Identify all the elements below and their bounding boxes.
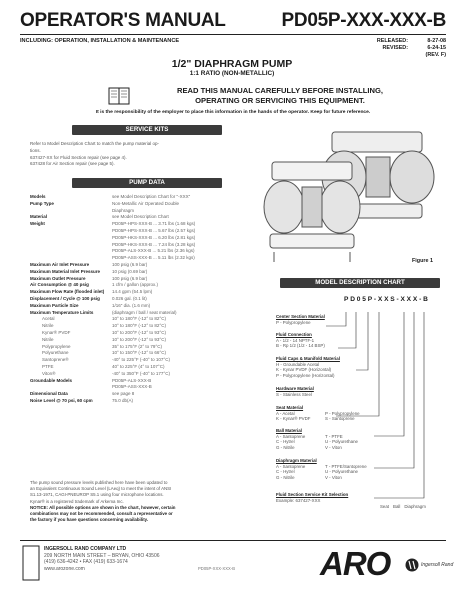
notice-line: the factory if you have questions concerning availability. <box>30 517 149 523</box>
ingersoll-rand-text: Ingersoll Rand <box>421 562 454 568</box>
pump-data-value: 40° to 225°F (4° to 107°C) <box>112 363 165 369</box>
pump-data-key: Air Consumption @ 40 psig <box>30 282 89 288</box>
pump-data-row <box>30 201 260 208</box>
pump-data-value: 10° to 200°F (-12° to 93°C) <box>112 329 166 335</box>
pump-data-key: Santoprene® <box>42 357 69 363</box>
pump-data-key <box>30 228 112 235</box>
address-line: 209 NORTH MAIN STREET – BRYAN, OHIO 43506 <box>44 552 160 559</box>
group-item: Seat <box>380 504 390 509</box>
pump-data-table <box>30 194 260 405</box>
pump-data-row <box>30 208 260 215</box>
doc-code: PD05P-XXX-XXX-B <box>198 566 236 571</box>
group-item: H - Groundable Acetal <box>276 361 320 367</box>
pump-data-key: Nitrile <box>42 336 54 342</box>
pump-data-key: Weight <box>30 221 45 227</box>
group-item: B - Rp 1/2 (1/2 - 14 BSP) <box>276 343 325 349</box>
part-number: PD05P-XXX-XXX-B <box>281 10 446 31</box>
pump-data-row <box>30 316 260 323</box>
group-item: K - Kynar PVDF (Horizontal) <box>276 367 332 373</box>
group-item: U - Polyurethane <box>325 439 358 445</box>
chart-group-fluid-caps <box>276 356 386 378</box>
pump-data-row <box>30 276 260 283</box>
pump-data-row <box>30 398 260 405</box>
pump-data-key: PTFE <box>42 363 54 369</box>
pump-data-value: Diaphragm <box>112 207 135 213</box>
kits-line: 637427-XX for Fluid Section repair (see page 4). <box>30 154 127 160</box>
pump-data-value: see page 8 <box>112 391 135 397</box>
pump-data-key <box>30 235 112 242</box>
pump-data-key: Nitrile <box>42 323 54 329</box>
group-item: A - Santoprene <box>276 463 306 469</box>
pump-data-value: PD05P-HPS-XXX-B ... 3.71 lbs (1.68 kgs) <box>112 221 196 227</box>
pump-data-row <box>30 269 260 276</box>
group-item: T - PTFE/Santoprene <box>325 463 367 469</box>
pump-data-key <box>30 208 112 215</box>
pump-data-row <box>30 289 260 296</box>
group-item: C - Hytrel <box>276 469 295 475</box>
pump-data-value: PD05P-HPS-XXX-B ... 5.67 lbs (2.57 kgs) <box>112 227 196 233</box>
includes-line: INCLUDING: OPERATION, INSTALLATION & MAINTENANCE <box>20 38 180 44</box>
pump-data-key: Models <box>30 194 46 199</box>
pump-data-value: PD05P-HKS-XXX-B ... 6.20 lbs (2.81 kgs) <box>112 234 196 240</box>
notice-line: combinations may not be recommended, consult a representative or <box>30 511 173 517</box>
group-item: U - Polyurethane <box>325 469 358 475</box>
release-info <box>372 38 446 60</box>
model-chart-heading: MODEL DESCRIPTION CHART <box>280 278 440 288</box>
pump-data-value: PD05P-ALS-XXX-B ... 5.21 lbs (2.36 kgs) <box>112 248 195 254</box>
pump-data-value: see Model Description Chart for "-XXX" <box>112 194 191 199</box>
pump-data-value: 0.026 gal. (0.1 lit) <box>112 295 147 301</box>
pump-data-value: 10 psig (0.69 bar) <box>112 268 148 274</box>
warning-line-2: OPERATING OR SERVICING THIS EQUIPMENT. <box>195 96 365 105</box>
released-value: 8-27-08 <box>427 38 446 44</box>
group-title: Fluid Caps & Manifold Material <box>276 356 340 361</box>
chart-group-center <box>276 314 386 325</box>
group-item: S - Stainless Steel <box>276 391 312 397</box>
group-item: V - Viton <box>325 444 342 450</box>
note-line: The pump sound pressure levels published here have been updated to <box>30 480 168 485</box>
group-title: Fluid Section Service Kit Selection <box>276 492 349 497</box>
pump-data-key: Noise Level @ 70 psi, 60 cpm <box>30 397 93 403</box>
pump-data-key: Polyurethane <box>42 350 69 356</box>
model-code: PD05P-XXS-XXX-B <box>344 296 430 303</box>
pump-data-key: Maximum Temperature Limits <box>30 309 94 315</box>
pump-data-row <box>30 357 260 364</box>
header-rule <box>20 34 446 35</box>
service-kits-text <box>30 141 240 168</box>
kits-line: tions. <box>30 147 41 153</box>
pump-data-row <box>30 330 260 337</box>
pump-data-row <box>30 262 260 269</box>
manual-book-icon <box>108 87 130 105</box>
pump-data-value: 100 psig (6.9 bar) <box>112 261 148 267</box>
pump-data-row <box>30 228 260 235</box>
chart-ball-right <box>325 434 385 451</box>
revised-value: 6-24-15 <box>427 45 446 52</box>
pump-data-value: 10° to 150°F (-12° to 66°C) <box>112 350 166 356</box>
chart-kit-right <box>380 504 426 510</box>
pump-illustration <box>262 122 446 272</box>
chart-seat-right <box>325 411 385 422</box>
pump-data-row <box>30 364 260 371</box>
employer-responsibility: It is the responsibility of the employer to place this information in the hands of the operator. Keep for future reference. <box>95 110 371 115</box>
pump-data-value: 1/16" dia. (1.6 mm) <box>112 302 151 308</box>
pump-data-value: PD05P-ALS-XXX-B <box>112 377 152 383</box>
pump-data-value: PD05P-ASS-XXX-B <box>112 384 152 390</box>
group-title: Hardware Material <box>276 386 314 391</box>
notice-line: NOTICE: All possible options are shown in the chart, however, certain <box>30 504 176 510</box>
pump-data-key: Groundable Models <box>30 377 73 383</box>
group-title: Center Section Material <box>276 314 325 319</box>
pump-data-value: Non-Metallic Air Operated Double <box>112 200 180 206</box>
group-title: Fluid Connection <box>276 332 312 337</box>
released-label: RELEASED: <box>376 38 408 44</box>
pump-data-row <box>30 391 260 398</box>
revision: (REV. F) <box>425 52 446 59</box>
pump-data-key <box>30 255 112 262</box>
notes <box>30 480 262 523</box>
group-item: Ball <box>393 504 401 509</box>
pump-data-row <box>30 378 260 385</box>
pump-data-value: 1 cfm / gallon (approx.) <box>112 282 159 288</box>
revised-label: REVISED: <box>382 45 408 52</box>
ingersoll-rand-logo-icon <box>405 558 419 572</box>
kits-line: 637428 for Air Section repair (see page 5). <box>30 161 115 167</box>
web-line: www.arozone.com <box>44 565 85 572</box>
pump-data-row <box>30 310 260 317</box>
pump-data-key: Displacement / Cycle @ 100 psig <box>30 295 100 301</box>
pump-data-key: Material <box>30 214 48 220</box>
kits-line: Refer to Model Description Chart to match the pump material op- <box>30 141 160 146</box>
pump-data-value: 10° to 180°F (-12° to 82°C) <box>112 323 166 329</box>
company-address <box>44 546 160 572</box>
pump-data-row <box>30 296 260 303</box>
pump-data-value: -40° to 350°F (-40° to 177°C) <box>112 370 170 376</box>
pump-data-value: 10° to 200°F (-12° to 93°C) <box>112 336 166 342</box>
pump-data-row <box>30 371 260 378</box>
service-kits-heading: SERVICE KITS <box>72 125 222 135</box>
pump-data-row <box>30 255 260 262</box>
pump-data-key: Maximum Outlet Pressure <box>30 275 86 281</box>
pump-data-key: Dimensional Data <box>30 391 68 397</box>
chart-group-hardware <box>276 386 386 397</box>
group-item: T - PTFE <box>325 433 343 439</box>
group-item: K - Kynar® PVDF <box>276 416 311 422</box>
pump-data-row <box>30 221 260 228</box>
read-manual-warning <box>160 86 400 106</box>
group-item: P - Polypropylene <box>276 319 311 325</box>
pump-data-value: see Model Description Chart <box>112 214 169 220</box>
group-item: S - Santoprene <box>325 416 355 422</box>
note-line: Kynar® is a registered trademark of Arkema Inc. <box>30 498 124 504</box>
pump-data-key: Pump Type <box>30 200 54 206</box>
pump-data-heading: PUMP DATA <box>72 178 222 188</box>
group-title: Seat Material <box>276 405 304 410</box>
pump-data-key: Maximum Material Inlet Pressure <box>30 268 101 274</box>
figure-label: Figure 1 <box>412 258 433 264</box>
group-item: A - Acetal <box>276 410 295 416</box>
group-item: V - Viton <box>325 474 342 480</box>
pump-title: 1/2" DIAPHRAGM PUMP <box>171 58 293 70</box>
pump-data-key: Maximum Flow Rate (flooded inlet) <box>30 289 105 295</box>
pump-data-row <box>30 282 260 289</box>
aro-logo: ARO <box>320 545 391 582</box>
group-item: P - Polypropylene (Horizontal) <box>276 372 335 378</box>
pump-data-row <box>30 323 260 330</box>
pump-data-row <box>30 337 260 344</box>
company-logo-mark <box>22 545 40 581</box>
pump-data-row <box>30 194 260 201</box>
group-item: G - Nitrile <box>276 444 295 450</box>
pump-data-value: -40° to 225°F (-40° to 107°C) <box>112 357 170 363</box>
group-title: Ball Material <box>276 428 302 433</box>
chart-diaphragm-right <box>325 464 385 481</box>
document-title: OPERATOR'S MANUAL <box>20 10 226 31</box>
pump-data-value: PD05P-ASS-XXX-B ... 5.11 lbs (2.32 kgs) <box>112 255 195 261</box>
group-item: P - Polypropylene <box>325 410 360 416</box>
company-name: INGERSOLL RAND COMPANY LTD <box>44 546 127 552</box>
group-title: Diaphragm Material <box>276 458 317 463</box>
pump-data-key: Polypropylene <box>42 343 71 349</box>
group-item: A - 1/2 - 14 NPTF-1 <box>276 337 315 343</box>
group-item: G - Nitrile <box>276 474 295 480</box>
pump-data-value: 100 psig (6.9 bar) <box>112 275 148 281</box>
chart-group-fluid-connection <box>276 332 386 349</box>
pump-data-key: Viton® <box>42 370 56 376</box>
pump-data-key: Maximum Particle Size <box>30 302 79 308</box>
pump-data-key <box>30 248 112 255</box>
warning-line-1: READ THIS MANUAL CAREFULLY BEFORE INSTALLING, <box>176 86 384 95</box>
pump-data-key <box>30 384 112 391</box>
footer-rule <box>20 540 446 541</box>
pump-data-row <box>30 235 260 242</box>
pump-data-key: Acetal <box>42 316 55 322</box>
pump-data-row <box>30 242 260 249</box>
pump-data-value: 35° to 175°F (2° to 79°C) <box>112 343 162 349</box>
phone-line: (419) 636-4242 • FAX (419) 633-1674 <box>44 559 128 566</box>
group-item: Example: 637427-XXX <box>276 497 321 503</box>
chart-group-service-kit <box>276 492 456 503</box>
group-item: A - Santoprene <box>276 433 306 439</box>
pump-data-row <box>30 248 260 255</box>
group-item: C - Hytrel <box>276 439 295 445</box>
pump-data-key: Kynar® PVDF <box>42 329 71 335</box>
pump-data-row <box>30 384 260 391</box>
pump-data-row <box>30 344 260 351</box>
note-line: an Equivalent Continuous Sound Level (LAeq) to meet the intent of ANSI <box>30 486 172 492</box>
pump-data-value: (diaphragm / ball / seat material) <box>112 309 177 315</box>
pump-data-row <box>30 303 260 310</box>
pump-data-value: PD05P-HKS-XXX-B ... 7.24 lbs (3.28 kgs) <box>112 241 196 247</box>
pump-data-key <box>30 242 112 249</box>
pump-data-value: 14.4 gpm (54.5 lpm) <box>112 289 153 295</box>
pump-data-value: 75.0 db(A) <box>112 397 134 403</box>
note-line: S1.13-1971, CAGI-PNEUROP S5.1 using four microphone locations. <box>30 492 164 498</box>
pump-data-value: 10° to 180°F (-12° to 82°C) <box>112 316 166 322</box>
pump-ratio: 1:1 RATIO (NON-METALLIC) <box>189 70 275 77</box>
pump-data-key: Maximum Air Inlet Pressure <box>30 261 90 267</box>
pump-data-row <box>30 214 260 221</box>
group-item: Diaphragm <box>404 504 426 509</box>
